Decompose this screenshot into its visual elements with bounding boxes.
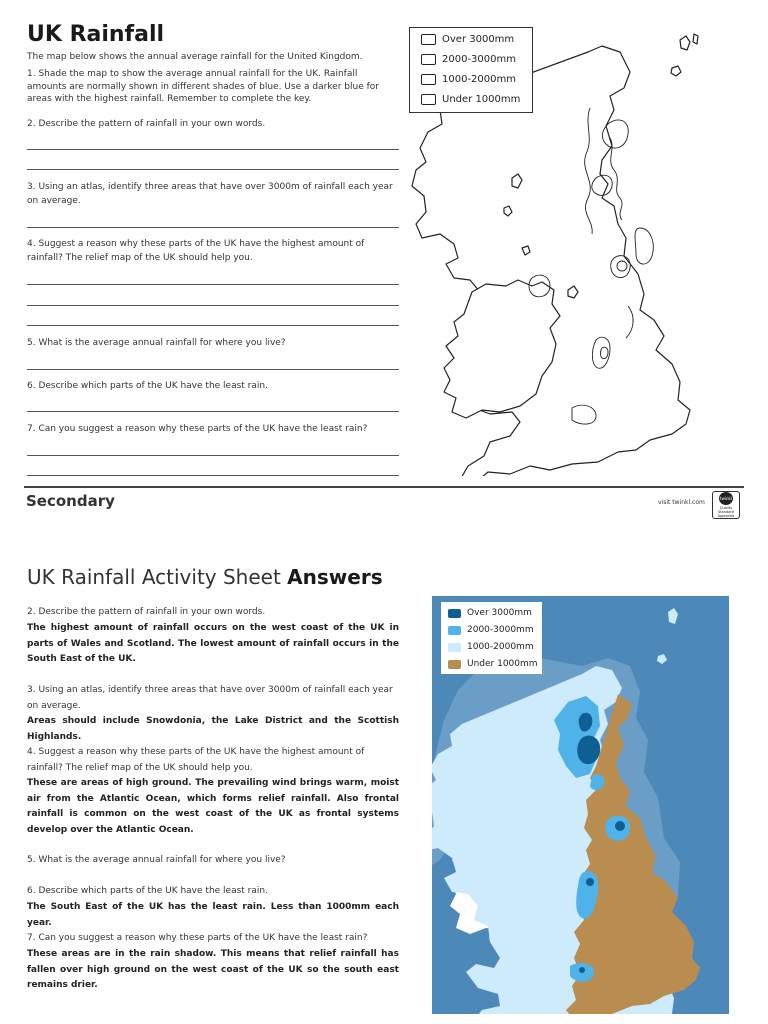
answer-question-7: 7. Can you suggest a reason why these parts of the UK have the least rain? (27, 933, 368, 943)
answer-line (27, 284, 399, 285)
answer-line (27, 149, 399, 150)
answer-title-bold: Answers (287, 565, 383, 589)
answer-key-item (448, 659, 538, 669)
question-7: 7. Can you suggest a reason why these parts of the UK have the least rain? (27, 424, 368, 434)
answer-question-2: 2. Describe the pattern of rainfall in your own words. (27, 607, 266, 617)
island-outline (680, 36, 690, 50)
question-4: 4. Suggest a reason why these parts of the UK have the highest amount of rainfall? The relief map of the UK should help you. (27, 239, 365, 263)
answer-question-3: 3. Using an atlas, identify three areas that have over 3000m of rainfall each year on average. (27, 685, 393, 711)
wettest-region (579, 967, 585, 973)
worksheet-title: UK Rainfall (27, 22, 165, 47)
island-outline (671, 66, 681, 76)
answer-line (27, 305, 399, 306)
answer-7: These areas are in the rain shadow. This means that relief rainfall has fallen over high ground on the west coast of the UK so the south east remains drier. (27, 949, 399, 990)
question-5: 5. What is the average annual rainfall for where you live? (27, 338, 286, 348)
wettest-region (586, 878, 594, 886)
key-label: 2000-3000mm (442, 54, 516, 65)
island-outline (693, 34, 698, 44)
question-6: 6. Describe which parts of the UK have the least rain. (27, 381, 268, 391)
key-label: Over 3000mm (442, 34, 515, 45)
footer-visit-link[interactable]: visit twinkl.com (658, 499, 705, 506)
key-swatch (448, 626, 461, 635)
key-label: Under 1000mm (467, 659, 538, 669)
island (668, 608, 678, 624)
key-label: Under 1000mm (442, 94, 521, 105)
island (657, 654, 667, 664)
answer-line (27, 227, 399, 228)
rainfall-contour (635, 228, 653, 264)
key-label: Over 3000mm (467, 608, 532, 618)
key-label: 1000-2000mm (442, 74, 516, 85)
key-label: 1000-2000mm (467, 642, 534, 652)
footer-divider (24, 486, 744, 488)
twinkl-logo-icon: twinkl (719, 492, 733, 505)
key-swatch[interactable] (421, 54, 436, 65)
map-key (409, 27, 533, 113)
answer-line (27, 411, 399, 412)
key-swatch[interactable] (421, 94, 436, 105)
question-2: 2. Describe the pattern of rainfall in your own words. (27, 119, 266, 129)
answer-6: The South East of the UK has the least rain. Less than 1000mm each year. (27, 902, 399, 928)
footer-level-label: Secondary (26, 492, 115, 510)
wettest-region (615, 821, 625, 831)
answer-key-item (448, 608, 532, 618)
key-swatch (448, 643, 461, 652)
key-item (421, 94, 520, 105)
quality-badge (712, 491, 740, 519)
key-label: 2000-3000mm (467, 625, 534, 635)
key-item (421, 54, 516, 65)
answer-key-item (448, 625, 534, 635)
answer-map-key (441, 602, 542, 674)
answer-line (27, 325, 399, 326)
key-item (421, 34, 514, 45)
key-swatch (448, 660, 461, 669)
answer-sheet-page (0, 545, 768, 1024)
answer-line (27, 169, 399, 170)
badge-text: Quality Standard Approved (717, 506, 735, 518)
answer-key-item (448, 642, 534, 652)
answer-line (27, 475, 399, 476)
question-3: 3. Using an atlas, identify three areas that have over 3000m of rainfall each year on average. (27, 182, 393, 206)
key-swatch (448, 609, 461, 618)
answer-4: These are areas of high ground. The prevailing wind brings warm, moist air from the Atlantic Ocean, which forms relief rainfall. Also frontal rainfall is common on the west coast of the UK as frontal systems develop over the Atlantic Ocean. (27, 778, 399, 835)
answer-title-text: UK Rainfall Activity Sheet (27, 565, 281, 589)
answer-sheet-title (27, 565, 383, 589)
answer-3: Areas should include Snowdonia, the Lake District and the Scottish Highlands. (27, 716, 399, 742)
key-swatch[interactable] (421, 34, 436, 45)
question-1: 1. Shade the map to show the average annual rainfall for the UK. Rainfall amounts are normally shown in different shades of blue. Use a darker blue for areas with the highest rainfall. Remember to complete the key. (27, 69, 379, 104)
key-item (421, 74, 516, 85)
key-swatch[interactable] (421, 74, 436, 85)
worksheet-intro: The map below shows the annual average rainfall for the United Kingdom. (27, 52, 363, 62)
answer-2: The highest amount of rainfall occurs on the west coast of the UK in parts of Wales and Scotland. The lowest amount of rainfall occurs in the South East of the UK. (27, 623, 399, 664)
answer-question-6: 6. Describe which parts of the UK have the least rain. (27, 886, 268, 896)
answer-question-4: 4. Suggest a reason why these parts of the UK have the highest amount of rainfall? The relief map of the UK should help you. (27, 747, 365, 773)
answer-question-5: 5. What is the average annual rainfall for where you live? (27, 855, 286, 865)
answer-line (27, 369, 399, 370)
answer-line (27, 455, 399, 456)
